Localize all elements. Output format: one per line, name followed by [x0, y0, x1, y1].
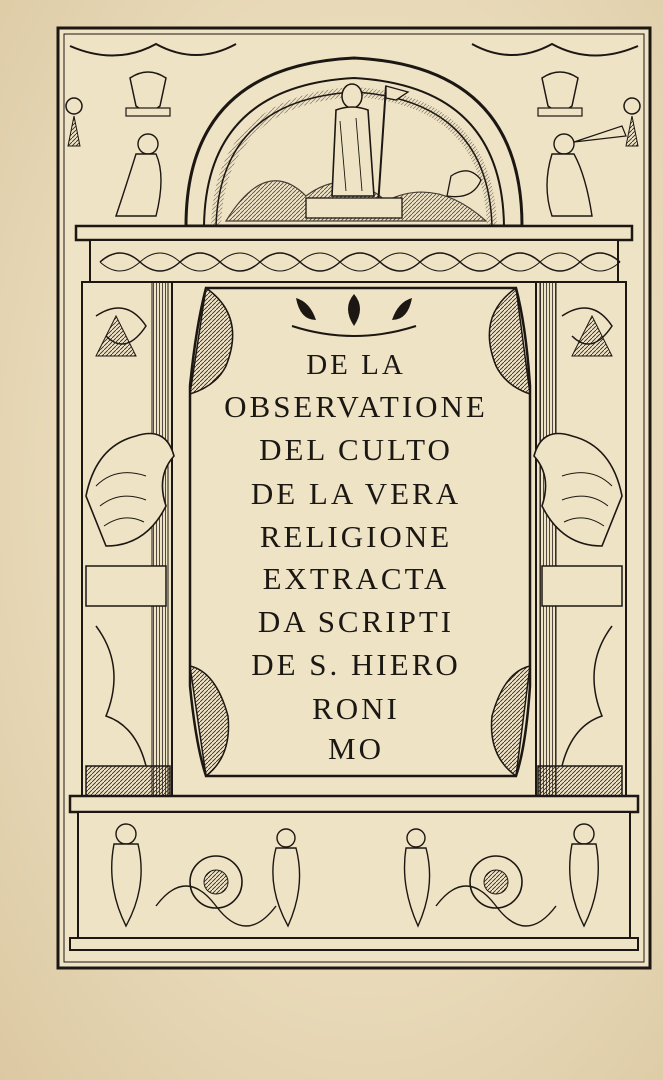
title-line-5: RELIGIONE	[259, 519, 453, 554]
title-line-7: DA SCRIPTI	[257, 604, 455, 639]
title-text-panel	[196, 335, 516, 775]
title-line-3: DEL CULTO	[259, 432, 453, 467]
left-pilaster	[82, 282, 174, 802]
title-line-10: MO	[328, 731, 384, 766]
title-line-1: DE LA	[306, 349, 406, 381]
title-line-8: DE S. HIERO	[251, 647, 461, 682]
right-pilaster	[534, 282, 626, 802]
base-frieze	[70, 796, 638, 950]
title-line-4: DE LA VERA	[250, 476, 462, 511]
title-line-2: OBSERVATIONE	[224, 389, 488, 424]
title-line-9: RONI	[312, 691, 400, 726]
title-line-6: EXTRACTA	[262, 561, 450, 596]
entablature	[76, 226, 632, 282]
